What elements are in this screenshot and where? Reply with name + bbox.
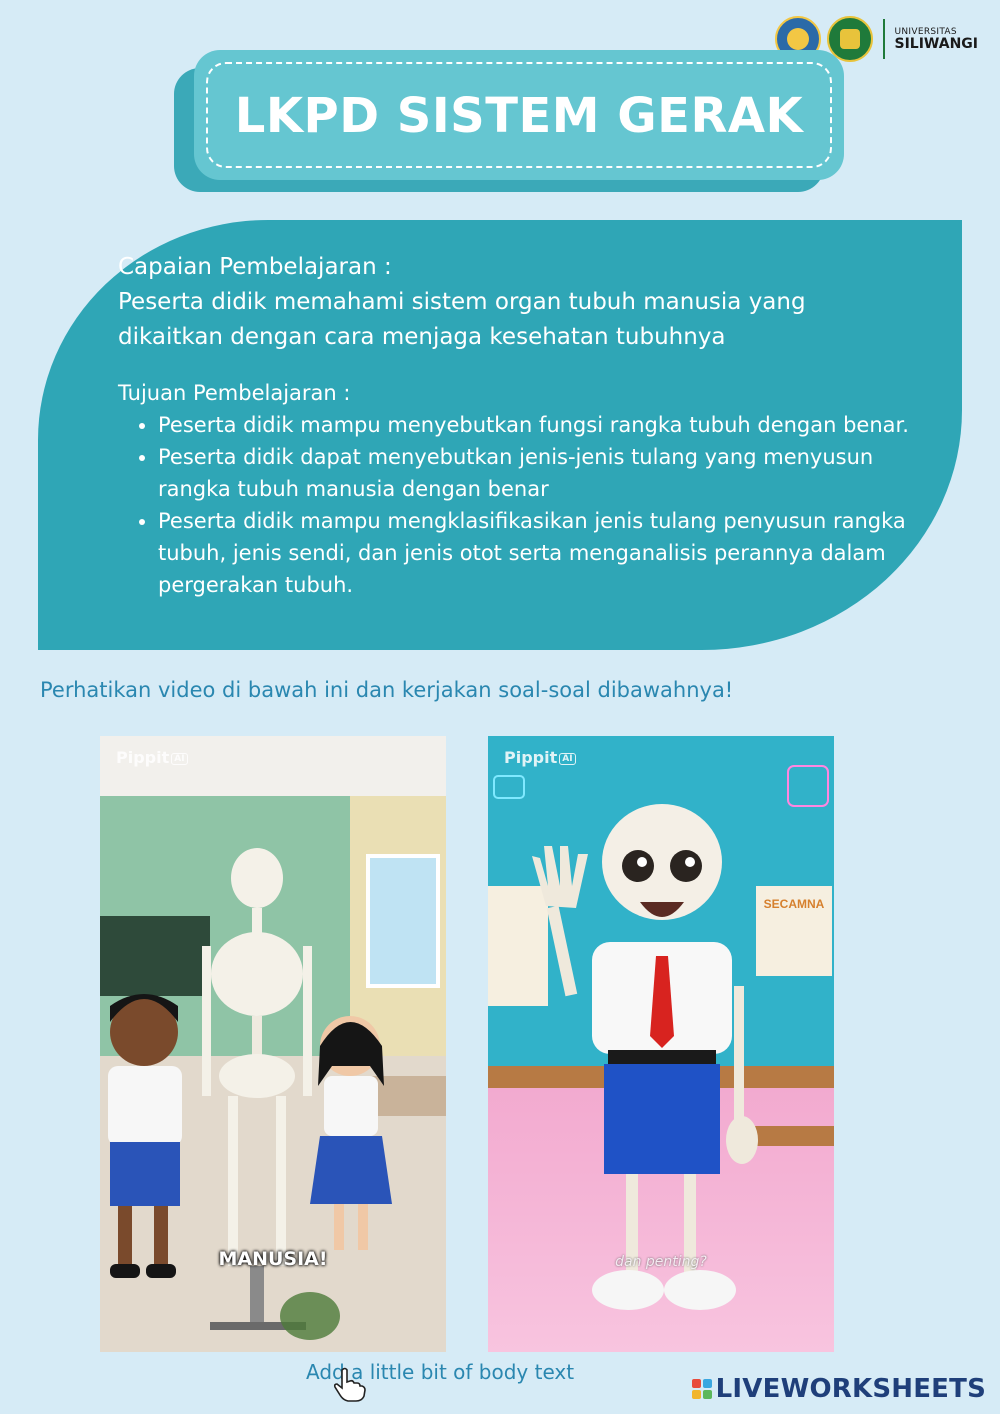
logo-divider — [883, 19, 885, 59]
poster-text: SECAMNA — [763, 897, 825, 911]
university-label: UNIVERSITAS — [894, 26, 957, 37]
capaian-heading: Capaian Pembelajaran : — [118, 254, 392, 280]
tujuan-heading: Tujuan Pembelajaran : — [118, 381, 351, 405]
tujuan-item: • Peserta didik dapat menyebutkan jenis-jenis tulang yang menyusun rangka tubuh manusia dengan benar — [158, 441, 938, 505]
watermark-badge: AI — [559, 753, 575, 765]
university-title: SILIWANGI — [894, 35, 978, 52]
tujuan-list — [118, 409, 938, 601]
tujuan-item: • Peserta didik mampu mengklasifikasikan jenis tulang penyusun rangka tubuh, jenis sendi, dan jenis otot serta menganalisis perannya dalam pergerakan tubuh. — [158, 505, 938, 601]
capaian-line-2: dikaitkan dengan cara menjaga kesehatan tubuhnya — [118, 324, 726, 350]
capaian-line-1: Peserta didik memahami sistem organ tubuh manusia yang — [118, 289, 806, 315]
video-watermark — [504, 748, 576, 767]
instruction-text: Perhatikan video di bawah ini dan kerjakan soal-soal dibawahnya! — [40, 678, 734, 702]
body-text-placeholder[interactable]: Add a little bit of body text — [306, 1360, 575, 1384]
video-caption: dan penting? — [615, 1254, 707, 1270]
liveworksheets-logo-icon — [692, 1379, 712, 1399]
watermark-badge: AI — [171, 753, 187, 765]
university-name — [895, 28, 979, 51]
pointer-hand-icon — [332, 1366, 368, 1402]
video-player-1[interactable] — [100, 736, 446, 1352]
video-player-2[interactable] — [488, 736, 834, 1352]
video-watermark — [116, 748, 188, 767]
title-banner — [194, 50, 844, 180]
watermark-text: Pippit — [116, 748, 170, 767]
panel-content — [118, 250, 932, 601]
page-title: LKPD SISTEM GERAK — [234, 88, 804, 144]
brand-name: LIVEWORKSHEETS — [715, 1374, 986, 1404]
video-caption: MANUSIA! — [218, 1248, 328, 1270]
liveworksheets-brand — [692, 1374, 986, 1404]
learning-objectives-panel — [38, 220, 962, 650]
watermark-text: Pippit — [504, 748, 558, 767]
tujuan-item: • Peserta didik mampu menyebutkan fungsi rangka tubuh dengan benar. — [158, 409, 938, 441]
